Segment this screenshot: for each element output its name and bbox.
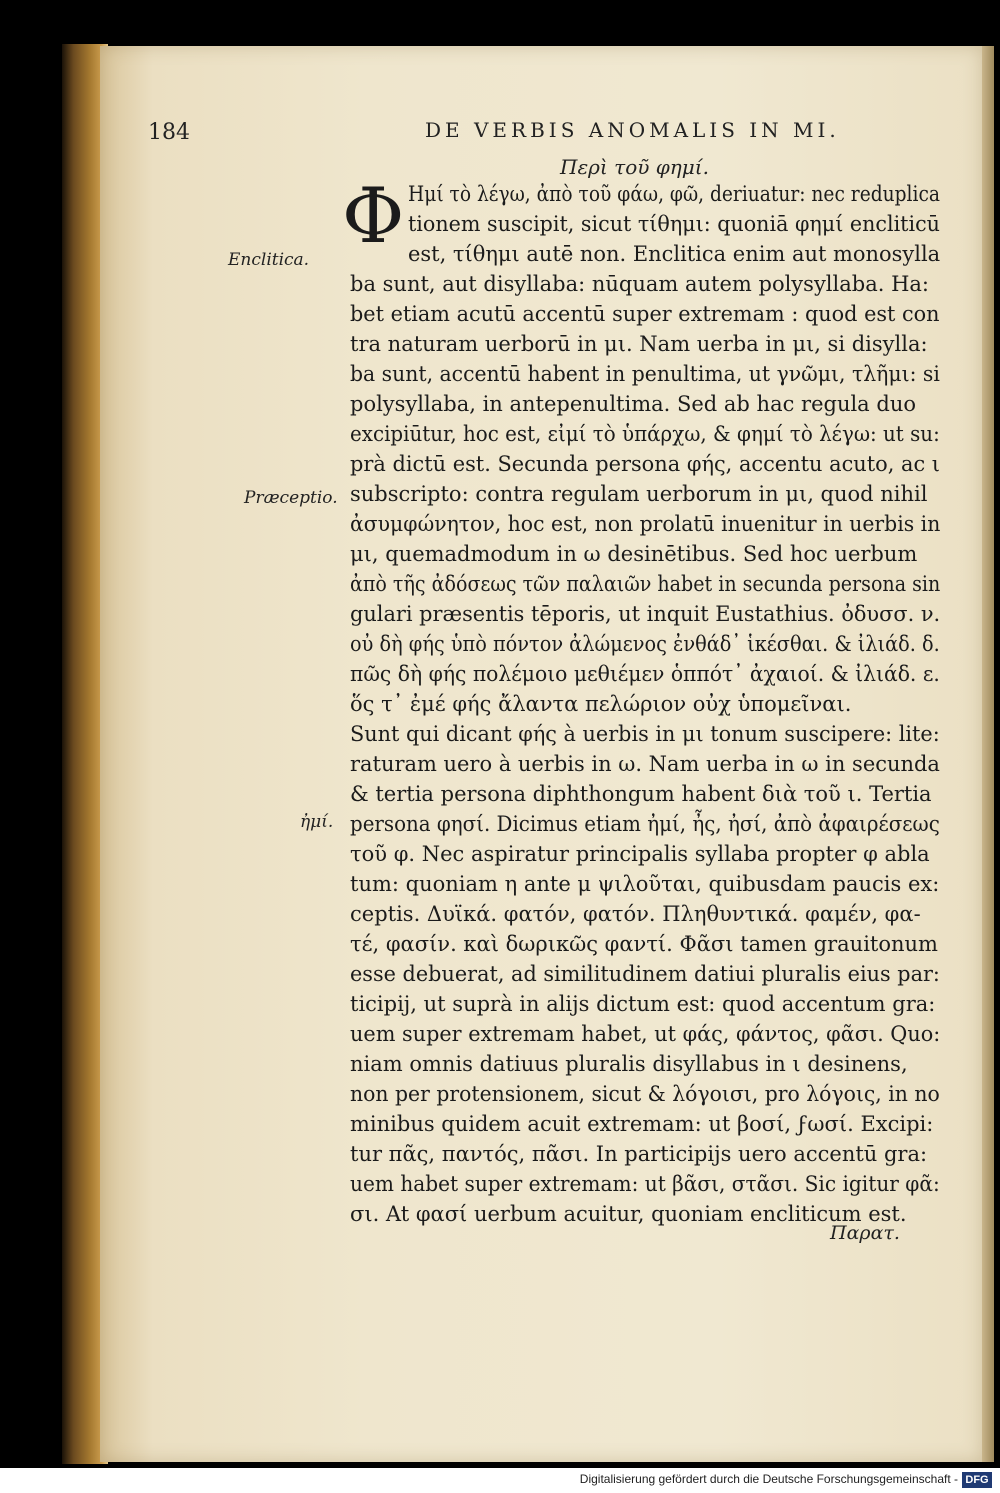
body-line: tur πᾶς, παντός, πᾶσι. In participijs uero accentū gra: xyxy=(350,1142,928,1166)
body-line: uem habet super extremam: ut βᾶσι, στᾶσι. Sic igitur φᾶ: xyxy=(350,1172,940,1196)
margin-note-enclitica: Enclitica. xyxy=(228,250,310,270)
body-line: bet etiam acutū accentū super extremam : quod est con xyxy=(350,302,940,326)
body-line: raturam uero à uerbis in ω. Nam uerba in ω in secunda xyxy=(350,752,940,776)
body-line: ba sunt, accentū habent in penultima, ut γνῶμι, τλῆμι: si xyxy=(350,362,940,386)
body-line: prà dictū est. Secunda persona φής, accentu acuto, ac ι xyxy=(350,452,940,476)
body-line: minibus quidem acuit extremam: ut βοσί, ϝωσί. Excipi: xyxy=(350,1112,934,1136)
section-heading: Περὶ τοῦ φημί. xyxy=(560,155,709,179)
body-line: persona φησί. Dicimus etiam ἠμί, ἦς, ἠσί, ἀπὸ ἀφαιρέσεως xyxy=(350,812,940,836)
body-line: est, τίθημι autē non. Enclitica enim aut monosylla xyxy=(408,242,941,266)
body-line: τέ, φασίν. καὶ δωρικῶς φαντί. Φᾶσι tamen grauitonum xyxy=(350,932,938,956)
body-line: ticipij, ut suprà in alijs dictum est: quod accentum gra: xyxy=(350,992,936,1016)
footer-bar xyxy=(0,1468,1000,1493)
body-line: οὐ δὴ φής ὑπὸ πόντον ἀλώμενος ἐνθάδ᾽ ἱκέσθαι. & ἰλιάδ. δ. xyxy=(350,632,940,656)
drop-cap-initial: Φ xyxy=(342,171,405,260)
body-line: Sunt qui dicant φής à uerbis in μι tonum suscipere: lite: xyxy=(350,722,940,746)
body-line: σι. At φασί uerbum acuitur, quoniam encliticum est. xyxy=(350,1202,907,1226)
body-line: μι, quemadmodum in ω desinētibus. Sed hoc uerbum xyxy=(350,542,918,566)
dfg-logo-icon: DFG xyxy=(962,1472,992,1488)
body-line: excipiūtur, hoc est, εἰμί τὸ ὑπάρχω, & φημί τὸ λέγω: ut su: xyxy=(350,422,940,446)
body-line: niam omnis datiuus pluralis disyllabus in ι desinens, xyxy=(350,1052,908,1076)
body-line: non per protensionem, sicut & λόγοισι, pro λόγοις, in no xyxy=(350,1082,940,1106)
body-line: subscripto: contra regulam uerborum in μι, quod nihil xyxy=(350,482,928,506)
body-line: & tertia persona diphthongum habent διὰ τοῦ ι. Tertia xyxy=(350,782,932,806)
body-line: ἀσυμφώνητον, hoc est, non prolatū inuenitur in uerbis in xyxy=(350,512,941,536)
body-line: ἀπὸ τῆς ἀδόσεως τῶν παλαιῶν habet in secunda persona sin xyxy=(350,572,941,596)
body-line: Ημί τὸ λέγω, ἀπὸ τοῦ φάω, φῶ, deriuatur: nec reduplica xyxy=(408,182,940,206)
body-line: τοῦ φ. Nec aspiratur principalis syllaba propter φ abla xyxy=(350,842,930,866)
page-number: 184 xyxy=(148,120,190,145)
catchword: Παρατ. xyxy=(830,1222,900,1244)
body-line: gulari præsentis tēporis, ut inquit Eustathius. ὀδυσσ. ν. xyxy=(350,602,941,626)
body-line: ba sunt, aut disyllaba: nūquam autem polysyllaba. Ha: xyxy=(350,272,929,296)
body-line: uem super extremam habet, ut φάς, φάντος, φᾶσι. Quo: xyxy=(350,1022,941,1046)
body-line: ceptis. Δυϊκά. φατόν, φατόν. Πληθυντικά. φαμέν, φα- xyxy=(350,902,921,926)
body-line: πῶς δὴ φής πολέμοιο μεθιέμεν ὁππότ᾽ ἀχαιοί. & ἰλιάδ. ε. xyxy=(350,662,940,686)
running-head: DE VERBIS ANOMALIS IN MI. xyxy=(425,118,840,142)
margin-note-emi: ἠμί. xyxy=(300,812,334,832)
body-line: tum: quoniam η ante μ ψιλοῦται, quibusdam paucis ex: xyxy=(350,872,940,896)
body-line: esse debuerat, ad similitudinem datiui pluralis eius par: xyxy=(350,962,940,986)
footer-credit: Digitalisierung gefördert durch die Deutsche Forschungsgemeinschaft - xyxy=(579,1472,958,1486)
body-line: tionem suscipit, sicut τίθημι: quoniā φημί encliticū xyxy=(408,212,940,236)
body-line: polysyllaba, in antepenultima. Sed ab hac regula duo xyxy=(350,392,916,416)
page-gutter-shadow xyxy=(982,46,994,1462)
body-line: ὅς τ᾽ ἐμέ φής ἄλαντα πελώριον οὐχ ὑπομεῖναι. xyxy=(350,692,852,716)
body-line: tra naturam uerborū in μι. Nam uerba in μι, si disylla: xyxy=(350,332,928,356)
margin-note-praeceptio: Præceptio. xyxy=(244,488,338,508)
